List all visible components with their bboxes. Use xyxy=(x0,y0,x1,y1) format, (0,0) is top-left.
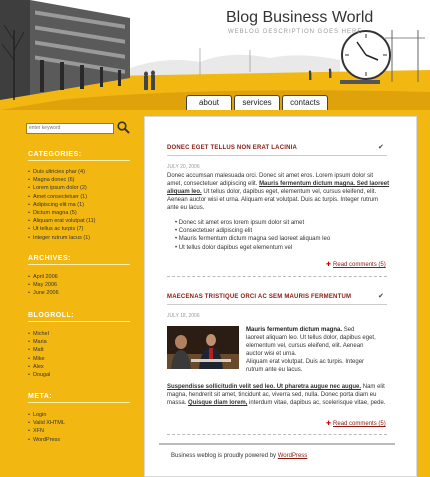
post-body xyxy=(167,383,385,407)
category-link-label: Amet consectetuer (1) xyxy=(32,193,88,200)
post-bullet-item: • Consectetuer adipiscing elit xyxy=(175,227,330,235)
meta-link-label: WordPress xyxy=(32,436,61,443)
post-date: JULY 20, 2006 xyxy=(167,164,200,170)
post-body-line: magna, hendrerit sit amet, tincidunt ac, viverra sed, nulla. Donec porta diam eu xyxy=(167,392,377,399)
post-body-line: Aenean auctor wisi et urna. Aliquam erat volutpat. Duis ac turpis. Integer rutrum xyxy=(167,197,379,204)
archive-link-label: June 2006 xyxy=(32,290,59,297)
blogroll-link-label: Michel xyxy=(32,331,49,337)
blogroll-link-label: Dougal xyxy=(32,371,51,378)
blogroll-heading: BLOGROLL: xyxy=(28,312,75,319)
bullet-icon: • xyxy=(28,436,30,443)
post-lead-line: elementum vel, cursus eleifend, elit. Aenean xyxy=(246,343,364,350)
blogroll-link[interactable] xyxy=(28,330,50,338)
blogroll-link[interactable] xyxy=(28,338,50,346)
category-link[interactable] xyxy=(28,225,96,233)
category-link[interactable] xyxy=(28,209,96,217)
category-link-label: Lorem ipsum dolor (2) xyxy=(32,185,87,192)
bullet-icon: • xyxy=(28,169,30,175)
meta-link[interactable] xyxy=(28,411,65,419)
blogroll-link[interactable] xyxy=(28,363,50,371)
business-people-photo xyxy=(167,326,239,369)
post-title[interactable]: MAECENAS TRISTIQUE ORCI AC SEM MAURIS FERMENTUM xyxy=(167,294,352,300)
nav-tab-contacts[interactable]: contacts xyxy=(282,95,328,110)
bullet-icon: • xyxy=(28,290,30,297)
post-bullet-list xyxy=(175,219,330,252)
categories-heading: CATEGORIES: xyxy=(28,151,82,158)
archive-link-label: April 2006 xyxy=(32,274,58,280)
post-body-line: amet, consectetuer adipiscing elit. Mauris fermentum dictum magna. Sed laoreet xyxy=(167,181,390,188)
bullet-icon: • xyxy=(28,339,30,346)
sidebar-divider xyxy=(28,402,130,403)
post-body-line: massa. Quisque diam lorem, interdum vitae, dapibus ac, scelerisque vitae, pede. xyxy=(167,400,386,407)
post-bullet-item: • Ut tellus dolor dapibus eget elementum vel xyxy=(175,244,330,252)
post-lead-line: auctor wisi et urna. xyxy=(246,351,297,358)
search-icon[interactable] xyxy=(117,121,130,134)
footer-wordpress-link[interactable]: WordPress xyxy=(277,453,308,459)
bullet-icon: • xyxy=(28,355,30,362)
meta-link-label: XFN xyxy=(32,428,44,435)
category-link-label: Aliquam erat volutpat (11) xyxy=(32,218,96,225)
category-link-label: Duis ultricies phar (4) xyxy=(32,169,85,175)
header-banner xyxy=(0,0,430,110)
bullet-icon: • xyxy=(28,234,30,241)
meta-link[interactable] xyxy=(28,419,65,427)
category-link[interactable] xyxy=(28,184,96,192)
post-date: JULY 18, 2006 xyxy=(167,313,200,319)
bullet-icon: • xyxy=(28,218,30,225)
post-bullet-item: • Donec sit amet eros lorem ipsum dolor sit amet xyxy=(175,219,330,227)
nav-tab-services[interactable]: services xyxy=(234,95,280,110)
bullet-icon: • xyxy=(28,209,30,216)
category-link-label: Magna donec (6) xyxy=(32,177,75,184)
read-comments-link[interactable]: ✚ Read comments (5) xyxy=(326,421,386,427)
blogroll-link[interactable] xyxy=(28,371,50,379)
post-lead-line: rutrum ante eu lacus. xyxy=(246,367,303,374)
category-link[interactable] xyxy=(28,201,96,209)
post-lead-line: Aliquam erat volutpat. Duis ac turpis. Integer xyxy=(246,359,365,366)
bullet-icon: • xyxy=(28,274,30,280)
post-body-line: ante eu lacus. xyxy=(167,205,205,212)
post-body-line: aliquam leo. Ut tellus dolor, dapibus eget, elementum vel, cursus eleifend, elit. xyxy=(167,189,377,196)
post-divider xyxy=(167,304,387,305)
bullet-icon: • xyxy=(28,226,30,233)
bullet-icon: • xyxy=(28,412,30,418)
bullet-icon: • xyxy=(28,347,30,354)
blogroll-link-label: Matt xyxy=(32,347,44,354)
category-link-label: Adipiscing elit ma (1) xyxy=(32,201,84,208)
category-link[interactable] xyxy=(28,176,96,184)
site-description: WEBLOG DESCRIPTION GOES HERE xyxy=(228,29,363,35)
category-link[interactable] xyxy=(28,193,96,201)
checkmark-icon: ✔ xyxy=(378,293,384,300)
blogroll-link[interactable] xyxy=(28,346,50,354)
category-link[interactable] xyxy=(28,217,96,225)
meta-link[interactable] xyxy=(28,436,65,444)
bullet-icon: • xyxy=(28,331,30,337)
site-title[interactable]: Blog Business World xyxy=(226,9,374,26)
blogroll-link-label: Mike xyxy=(32,355,45,362)
bullet-icon: • xyxy=(28,193,30,200)
blogroll-link-label: Maria xyxy=(32,339,47,346)
checkmark-icon: ✔ xyxy=(378,144,384,151)
blogroll-list xyxy=(28,330,50,379)
category-link-label: Dictum magna (5) xyxy=(32,209,77,216)
archives-heading: ARCHIVES: xyxy=(28,255,72,262)
bullet-icon: • xyxy=(28,177,30,184)
post-lead-text xyxy=(246,326,376,375)
meta-link-label: Valid XHTML xyxy=(32,420,65,427)
post-body-line: Suspendisse sollicitudin velit sed leo. Ut pharetra augue nec augue. Nam elit xyxy=(167,384,385,390)
bullet-icon: • xyxy=(28,282,30,289)
meta-heading: META: xyxy=(28,393,53,400)
footer-text: Business weblog is proudly powered by WordPress xyxy=(171,453,308,459)
bullet-icon: • xyxy=(28,185,30,192)
meta-link[interactable] xyxy=(28,427,65,435)
post-separator xyxy=(167,434,387,435)
post-lead-line: laoreet aliquam leo. Ut tellus dolor, dapibus eget, xyxy=(246,335,376,342)
archive-link[interactable] xyxy=(28,289,59,297)
read-comments-link[interactable]: ✚ Read comments (5) xyxy=(326,262,386,268)
post-body-line: Donec accumsan malesuada orci. Donec sit amet eros. Lorem ipsum dolor sit xyxy=(167,173,374,179)
archive-link-label: May 2006 xyxy=(32,282,58,289)
archive-link[interactable] xyxy=(28,273,59,281)
search-input[interactable] xyxy=(26,123,114,134)
post-body xyxy=(167,172,389,212)
blogroll-link[interactable] xyxy=(28,355,50,363)
bullet-icon: • xyxy=(28,420,30,427)
nav-tab-about[interactable]: about xyxy=(186,95,232,110)
meta-list xyxy=(28,411,65,444)
archives-list xyxy=(28,273,59,298)
meta-link-label: Login xyxy=(32,412,47,418)
bullet-icon: • xyxy=(28,201,30,208)
categories-list xyxy=(28,168,96,242)
category-link[interactable] xyxy=(28,168,96,176)
footer-divider xyxy=(159,443,395,445)
post-lead-line: Mauris fermentum dictum magna. Sed xyxy=(246,327,355,333)
post-title[interactable]: DONEC EGET TELLUS NON ERAT LACINIA xyxy=(167,145,298,151)
sidebar-divider xyxy=(28,160,130,161)
category-link-label: Ut tellus ac turpis (7) xyxy=(32,226,84,233)
bullet-icon: • xyxy=(28,428,30,435)
sidebar-divider xyxy=(28,321,130,322)
archive-link[interactable] xyxy=(28,281,59,289)
category-link[interactable] xyxy=(28,234,96,242)
category-link-label: Integer rutrum lacus (1) xyxy=(32,234,91,241)
post-separator xyxy=(167,276,387,277)
bullet-icon: • xyxy=(28,363,30,370)
blogroll-link-label: Alex xyxy=(32,363,44,370)
post-bullet-item: • Mauris fermentum dictum magna sed laoreet aliquam leo xyxy=(175,235,330,243)
bullet-icon: • xyxy=(28,371,30,378)
post-divider xyxy=(167,155,387,156)
sidebar-divider xyxy=(28,264,130,265)
